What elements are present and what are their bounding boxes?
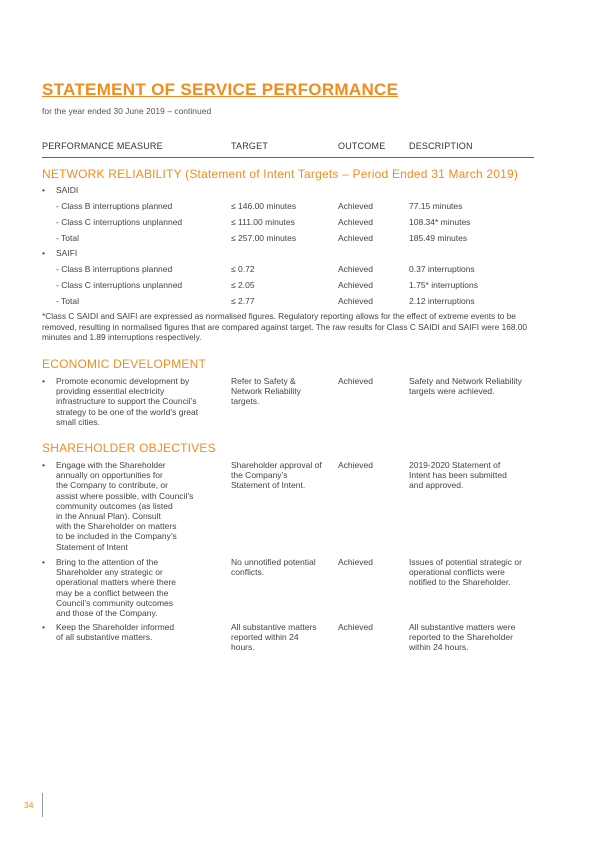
header-divider [42,157,534,158]
shareholder-row-description: Issues of potential strategic or operational conflicts were notified to the Shareholder. [409,557,522,588]
section-title-network-reliability: NETWORK RELIABILITY (Statement of Intent Targets – Period Ended 31 March 2019) [42,167,519,181]
bullet-icon: • [42,557,45,567]
column-header-outcome: OUTCOME [338,141,386,151]
bullet-icon: • [42,460,45,470]
saifi-row-description: 2.12 interruptions [409,296,475,306]
saidi-row-description: 77.15 minutes [409,201,463,211]
economic-row-description: Safety and Network Reliability targets were achieved. [409,376,522,397]
saidi-row-target: ≤ 146.00 minutes [231,201,297,211]
section-title-economic-development: ECONOMIC DEVELOPMENT [42,357,207,371]
shareholder-row-description: All substantive matters were reported to the Shareholder within 24 hours. [409,622,516,653]
shareholder-row-target: No unnotified potential conflicts. [231,557,316,578]
saifi-row-outcome: Achieved [338,264,373,274]
section-title-shareholder-objectives: SHAREHOLDER OBJECTIVES [42,441,216,455]
saifi-row-measure: - Class C interruptions unplanned [56,280,183,290]
saidi-row-measure: - Class C interruptions unplanned [56,217,183,227]
economic-row-measure: Promote economic development by providing essential electricity infrastructure to support the Council’s strategy to be one of the world’s great small cities. [56,376,199,427]
saifi-label: SAIFI [56,248,78,258]
saidi-label: SAIDI [56,185,79,195]
shareholder-row-measure: Bring to the attention of the Shareholder any strategic or operational matters where there may be a conflict between the Council’s community outcomes and those of the Company. [56,557,177,619]
shareholder-row-measure: Keep the Shareholder informed of all substantive matters. [56,622,175,643]
column-header-target: TARGET [231,141,269,151]
saidi-row-target: ≤ 111.00 minutes [231,217,295,227]
saifi-row-description: 1.75* interruptions [409,280,478,290]
shareholder-row-description: 2019-2020 Statement of Intent has been submitted and approved. [409,460,507,491]
page-title: STATEMENT OF SERVICE PERFORMANCE [42,80,399,99]
saifi-row-target: ≤ 2.77 [231,296,255,306]
saifi-row-target: ≤ 0.72 [231,264,255,274]
economic-row-target: Refer to Safety & Network Reliability targets. [231,376,301,407]
column-header-measure: PERFORMANCE MEASURE [42,141,163,151]
saifi-row-target: ≤ 2.05 [231,280,255,290]
saidi-row-description: 108.34* minutes [409,217,471,227]
shareholder-row-target: All substantive matters reported within 24 hours. [231,622,317,653]
shareholder-row-target: Shareholder approval of the Company’s Statement of Intent. [231,460,322,491]
saifi-row-measure: - Total [56,296,79,306]
bullet-icon: • [42,622,45,632]
saifi-row-outcome: Achieved [338,280,373,290]
saidi-row-outcome: Achieved [338,201,373,211]
saidi-row-outcome: Achieved [338,217,373,227]
column-header-description: DESCRIPTION [409,141,473,151]
page-subtitle: for the year ended 30 June 2019 – continued [42,106,212,116]
shareholder-row-outcome: Achieved [338,622,373,632]
saifi-row-measure: - Class B interruptions planned [56,264,173,274]
saidi-row-outcome: Achieved [338,233,373,243]
page-number: 34 [24,800,34,810]
bullet-icon: • [42,248,45,258]
shareholder-row-outcome: Achieved [338,557,373,567]
saidi-row-target: ≤ 257.00 minutes [231,233,297,243]
saifi-row-description: 0.37 interruptions [409,264,475,274]
bullet-icon: • [42,376,45,386]
shareholder-row-measure: Engage with the Shareholder annually on opportunities for the Company to contribute, or assist where possible, with Council’s community outcomes (as listed in the Annual Plan). Consult with the Shareholder on matters to be included in the Company’s Statement of Intent [56,460,194,552]
bullet-icon: • [42,185,45,195]
saifi-row-outcome: Achieved [338,296,373,306]
economic-row-outcome: Achieved [338,376,373,386]
footnote: *Class C SAIDI and SAIFI are expressed as normalised figures. Regulatory reporting allows for the effect of extreme events to be removed, resulting in normalised figures that are compared against target. The raw results for Class C SAIDI and SAIFI were 168.00 minutes and 1.89 interruptions respectively. [42,311,527,342]
saidi-row-description: 185.49 minutes [409,233,468,243]
shareholder-row-outcome: Achieved [338,460,373,470]
saidi-row-measure: - Class B interruptions planned [56,201,173,211]
saidi-row-measure: - Total [56,233,79,243]
page-number-divider [42,793,43,817]
